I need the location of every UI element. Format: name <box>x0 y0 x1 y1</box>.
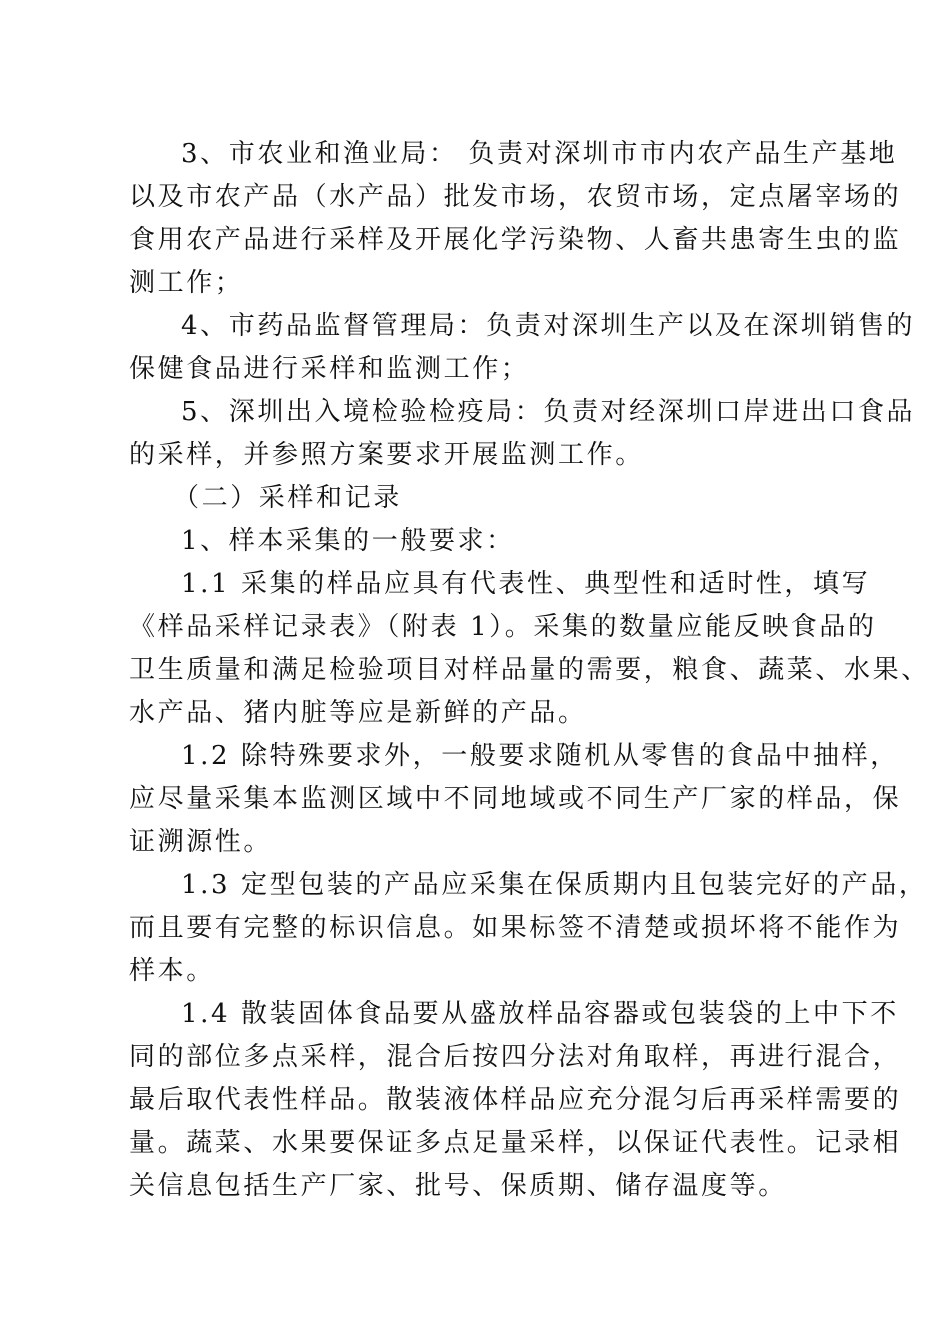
paragraph-1-1-line-2: 《样品采样记录表》（附表 1）。采集的数量应能反映食品的 <box>129 612 877 642</box>
paragraph-inspection-line-2: 的采样，并参照方案要求开展监测工作。 <box>129 440 644 470</box>
paragraph-1-3-line-1: 1.3 定型包装的产品应采集在保质期内且包装完好的产品， <box>181 870 928 900</box>
paragraph-inspection-line-1: 5、深圳出入境检验检疫局：负责对经深圳口岸进出口食品 <box>181 397 916 427</box>
paragraph-agriculture-line-1: 3、市农业和渔业局： 负责对深圳市市内农产品生产基地 <box>181 139 898 169</box>
paragraph-1-4-line-3: 最后取代表性样品。散装液体样品应充分混匀后再采样需要的 <box>129 1085 902 1115</box>
paragraph-drug-admin-line-1: 4、市药品监督管理局：负责对深圳生产以及在深圳销售的 <box>181 311 916 341</box>
subsection-heading-general-requirements: 1、样本采集的一般要求： <box>181 526 515 556</box>
paragraph-1-4-line-1: 1.4 散装固体食品要从盛放样品容器或包装袋的上中下不 <box>181 999 899 1029</box>
paragraph-drug-admin-line-2: 保健食品进行采样和监测工作； <box>129 354 530 384</box>
paragraph-agriculture-line-2: 以及市农产品（水产品）批发市场，农贸市场，定点屠宰场的 <box>129 182 902 212</box>
paragraph-1-1-line-1: 1.1 采集的样品应具有代表性、典型性和适时性，填写 <box>181 569 871 599</box>
paragraph-1-1-line-3: 卫生质量和满足检验项目对样品量的需要，粮食、蔬菜、水果、 <box>129 655 930 685</box>
paragraph-1-1-line-4: 水产品、猪内脏等应是新鲜的产品。 <box>129 698 587 728</box>
paragraph-1-4-line-2: 同的部位多点采样，混合后按四分法对角取样，再进行混合， <box>129 1042 902 1072</box>
paragraph-1-2-line-2: 应尽量采集本监测区域中不同地域或不同生产厂家的样品，保 <box>129 784 902 814</box>
section-heading-sampling: （二）采样和记录 <box>173 483 402 513</box>
paragraph-1-2-line-3: 证溯源性。 <box>129 827 273 857</box>
paragraph-1-3-line-2: 而且要有完整的标识信息。如果标签不清楚或损坏将不能作为 <box>129 913 902 943</box>
paragraph-agriculture-line-4: 测工作； <box>129 268 244 298</box>
paragraph-1-2-line-1: 1.2 除特殊要求外，一般要求随机从零售的食品中抽样， <box>181 741 899 771</box>
paragraph-1-3-line-3: 样本。 <box>129 956 215 986</box>
paragraph-1-4-line-5: 关信息包括生产厂家、批号、保质期、储存温度等。 <box>129 1171 787 1201</box>
paragraph-1-4-line-4: 量。蔬菜、水果要保证多点足量采样，以保证代表性。记录相 <box>129 1128 902 1158</box>
paragraph-agriculture-line-3: 食用农产品进行采样及开展化学污染物、人畜共患寄生虫的监 <box>129 225 902 255</box>
